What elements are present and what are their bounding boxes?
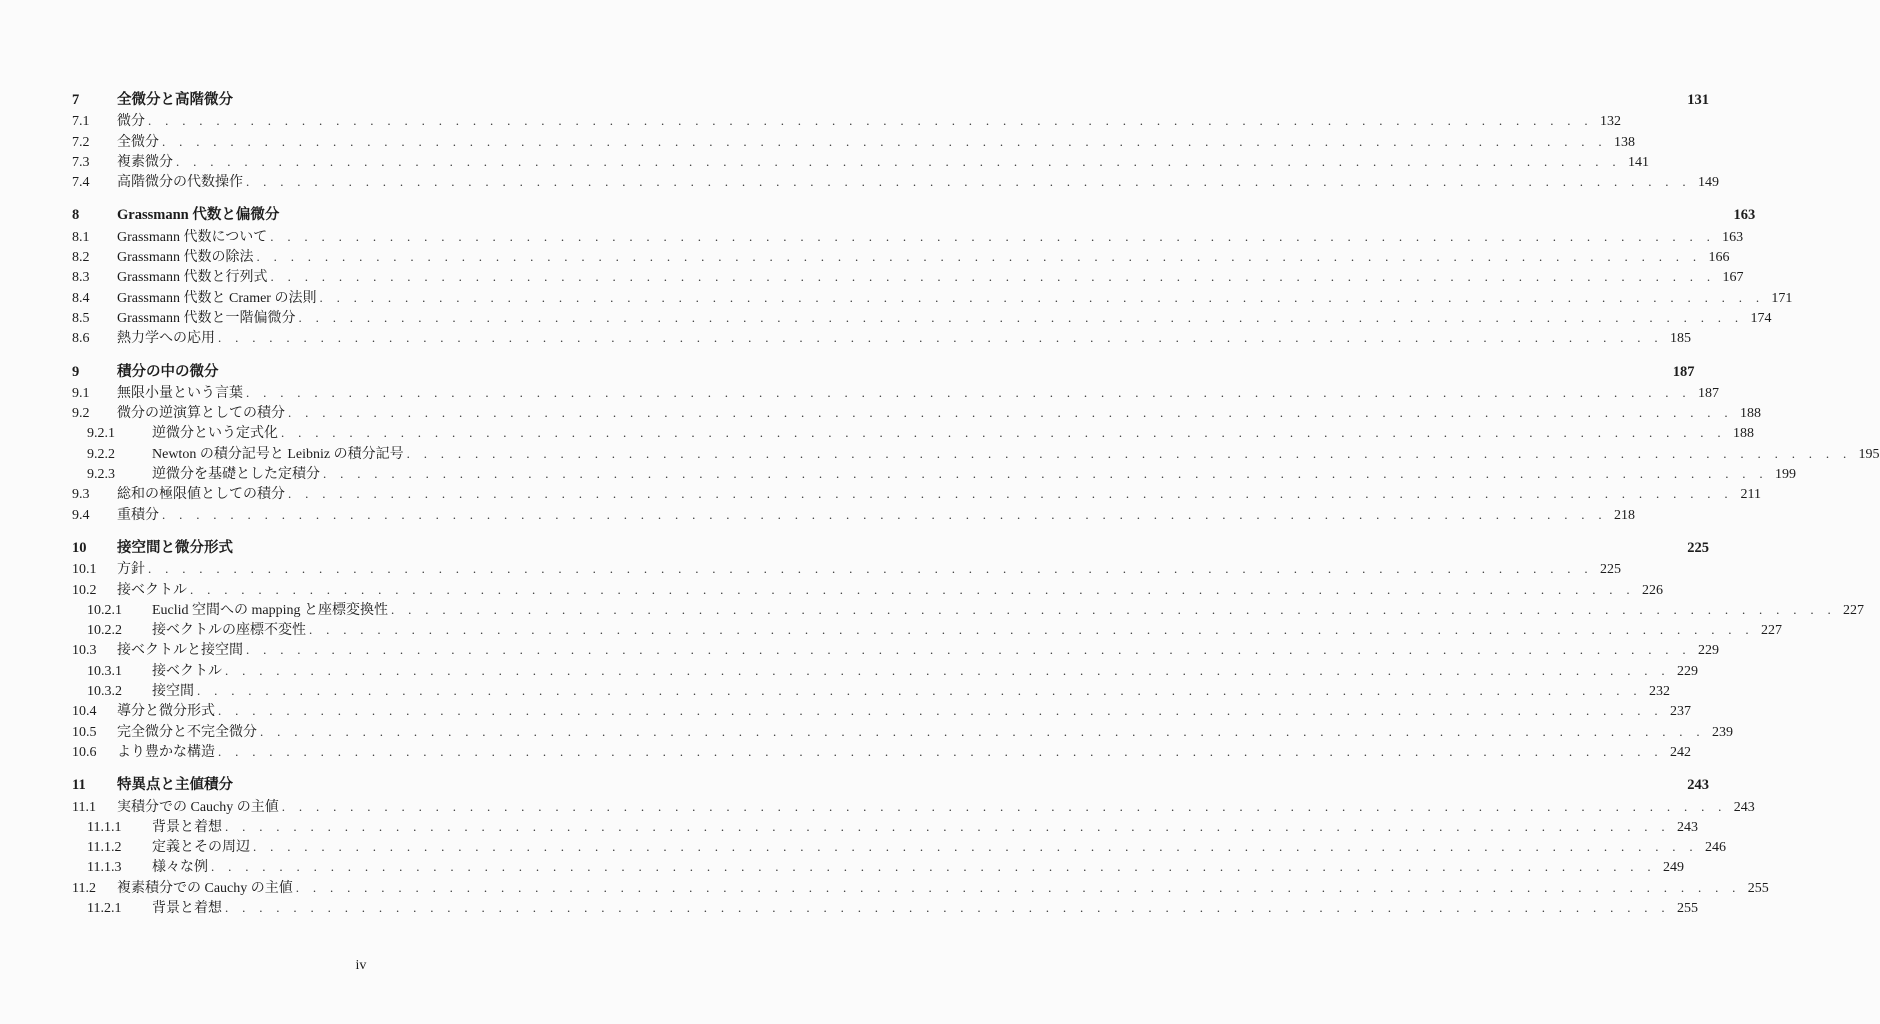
- entry-page: 141: [1627, 154, 1649, 170]
- entry-page: 199: [1774, 467, 1796, 483]
- entry-number: 7.2: [72, 134, 90, 150]
- dot-leader: . . . . . . . . . . . . . . . . . . . . . . . . . . . . . . . . . . . . . . . . . . . . . . . . . . . . . . . . . . . . . . . . . . . . . . . . . . . . . . . . . . . . .: [256, 249, 1702, 265]
- dot-leader: . . . . . . . . . . . . . . . . . . . . . . . . . . . . . . . . . . . . . . . . . . . . . . . . . . . . . . . . . . . . . . . . . . . . . . . . . . . . . . . . . . . . .: [281, 425, 1726, 441]
- entry-title: Euclid 空間への mapping と座標変換性: [152, 602, 389, 618]
- entry-page: 138: [1613, 134, 1635, 150]
- entry-title: 接空間: [152, 684, 194, 700]
- subsection-entry[interactable]: [72, 464, 1796, 484]
- subsection-entry[interactable]: [72, 661, 1698, 681]
- entry-number: 10.3.2: [87, 684, 122, 700]
- dot-leader: . . . . . . . . . . . . . . . . . . . . . . . . . . . . . . . . . . . . . . . . . . . . . . . . . . . . . . . . . . . . . . . . . . . . . . . . . . . . . . . . . . . . .: [288, 486, 1733, 502]
- dot-leader: . . . . . . . . . . . . . . . . . . . . . . . . . . . . . . . . . . . . . . . . . . . . . . . . . . . . . . . . . . . . . . . . . . . . . . . . . . . . . . . . . . . . .: [190, 581, 1635, 597]
- entry-number: 10.4: [72, 704, 97, 720]
- table-of-contents: [72, 90, 1880, 931]
- entry-page: 229: [1676, 663, 1698, 679]
- dot-leader: . . . . . . . . . . . . . . . . . . . . . . . . . . . . . . . . . . . . . . . . . . . . . . . . . . . . . . . . . . . . . . . . . . . . . . . . . . . . . . . . . . . . .: [391, 601, 1836, 617]
- entry-number: 8.2: [72, 250, 90, 266]
- subsection-entry[interactable]: [72, 444, 1880, 464]
- dot-leader: . . . . . . . . . . . . . . . . . . . . . . . . . . . . . . . . . . . . . . . . . . . . . . . . . . . . . . . . . . . . . . . . . . . . . . . . . . . . . . . . . . . . .: [176, 153, 1621, 169]
- section-entry[interactable]: [72, 580, 1663, 600]
- entry-page: 255: [1676, 900, 1698, 916]
- entry-title: Grassmann 代数と偏微分: [117, 207, 280, 224]
- entry-title: Grassmann 代数と Cramer の法則: [117, 290, 317, 306]
- entry-number: 9.2: [72, 406, 90, 422]
- entry-page: 131: [1687, 92, 1709, 108]
- section-entry[interactable]: [72, 701, 1691, 721]
- entry-title: 微分: [117, 114, 145, 130]
- chapter-block: [72, 362, 1880, 525]
- entry-page: 163: [1733, 207, 1756, 224]
- entry-number: 8.1: [72, 229, 90, 245]
- entry-title: Newton の積分記号と Leibniz の積分記号: [152, 446, 404, 462]
- chapter-heading[interactable]: [72, 775, 1709, 795]
- entry-title: 特異点と主値積分: [117, 777, 233, 794]
- entry-number: 10.2: [72, 582, 97, 598]
- entry-number: 9: [72, 363, 80, 380]
- dot-leader: . . . . . . . . . . . . . . . . . . . . . . . . . . . . . . . . . . . . . . . . . . . . . . . . . . . . . . . . . . . . . . . . . . . . . . . . . . . . . . . . . . . . .: [270, 269, 1716, 285]
- entry-title: 実積分での Cauchy の主値: [117, 799, 279, 815]
- dot-leader: . . . . . . . . . . . . . . . . . . . . . . . . . . . . . . . . . . . . . . . . . . . . . . . . . . . . . . . . . . . . . . . . . . . . . . . . . . . . . . . . . . . . .: [323, 466, 1768, 482]
- section-entry[interactable]: [72, 227, 1744, 247]
- entry-number: 8: [72, 207, 80, 224]
- entry-title: 全微分: [117, 134, 159, 150]
- entry-title: 接ベクトル: [152, 663, 222, 679]
- dot-leader: . . . . . . . . . . . . . . . . . . . . . . . . . . . . . . . . . . . . . . . . . . . . . . . . . . . . . . . . . . . . . . . . . . . . . . . . . . . . . . . . . . . . .: [295, 879, 1741, 895]
- dot-leader: . . . . . . . . . . . . . . . . . . . . . . . . . . . . . . . . . . . . . . . . . . . . . . . . . . . . . . . . . . . . . . . . . . . . . . . . . . . . . . . . . . . . .: [260, 723, 1705, 739]
- entry-title: 接ベクトル: [117, 582, 187, 598]
- entry-number: 10: [72, 539, 87, 556]
- entry-title: 複素積分での Cauchy の主値: [117, 880, 293, 896]
- entry-number: 11.1.2: [87, 840, 122, 856]
- entry-page: 132: [1599, 114, 1621, 130]
- entry-page: 188: [1739, 406, 1761, 422]
- entry-number: 10.3.1: [87, 663, 122, 679]
- entry-number: 8.6: [72, 331, 90, 347]
- entry-page: 246: [1704, 840, 1726, 856]
- dot-leader: . . . . . . . . . . . . . . . . . . . . . . . . . . . . . . . . . . . . . . . . . . . . . . . . . . . . . . . . . . . . . . . . . . . . . . . . . . . . . . . . . . . . .: [225, 899, 1670, 915]
- entry-number: 10.3: [72, 643, 97, 659]
- entry-title: 無限小量という言葉: [117, 385, 243, 401]
- dot-leader: . . . . . . . . . . . . . . . . . . . . . . . . . . . . . . . . . . . . . . . . . . . . . . . . . . . . . . . . . . . . . . . . . . . . . . . . . . . . . . . . . . . . .: [270, 228, 1716, 244]
- entry-page: 237: [1669, 704, 1691, 720]
- entry-page: 239: [1711, 724, 1733, 740]
- chapter-heading[interactable]: [72, 362, 1695, 382]
- entry-title: 熱力学への応用: [117, 331, 215, 347]
- entry-page: 255: [1747, 880, 1769, 896]
- entry-title: 背景と着想: [152, 819, 222, 835]
- entry-title: 総和の極限値としての積分: [117, 487, 285, 503]
- section-entry[interactable]: [72, 172, 1719, 192]
- section-entry[interactable]: [72, 328, 1691, 348]
- entry-page: 166: [1708, 250, 1730, 266]
- entry-page: 187: [1697, 385, 1719, 401]
- dot-leader: . . . . . . . . . . . . . . . . . . . . . . . . . . . . . . . . . . . . . . . . . . . . . . . . . . . . . . . . . . . . . . . . . . . . . . . . . . . . . . . . . . . . .: [246, 174, 1691, 190]
- dot-leader: . . . . . . . . . . . . . . . . . . . . . . . . . . . . . . . . . . . . . . . . . . . . . . . . . . . . . . . . . . . . . . . . . . . . . . . . . . . . . . . . . . . . .: [197, 683, 1642, 699]
- entry-title: Grassmann 代数と一階偏微分: [117, 310, 296, 326]
- entry-number: 7.3: [72, 154, 90, 170]
- entry-title: 背景と着想: [152, 900, 222, 916]
- entry-title: Grassmann 代数と行列式: [117, 270, 268, 286]
- entry-page: 249: [1662, 860, 1684, 876]
- section-entry[interactable]: [72, 111, 1621, 131]
- entry-number: 9.2.2: [87, 446, 115, 462]
- entry-title: 方針: [117, 562, 145, 578]
- section-entry[interactable]: [72, 308, 1772, 328]
- section-entry[interactable]: [72, 267, 1744, 287]
- entry-number: 11.1.1: [87, 819, 122, 835]
- dot-leader: . . . . . . . . . . . . . . . . . . . . . . . . . . . . . . . . . . . . . . . . . . . . . . . . . . . . . . . . . . . . . . . . . . . . . . . . . . . . . . . . . . . . .: [225, 818, 1670, 834]
- section-entry[interactable]: [72, 742, 1691, 762]
- dot-leader: . . . . . . . . . . . . . . . . . . . . . . . . . . . . . . . . . . . . . . . . . . . . . . . . . . . . . . . . . . . . . . . . . . . . . . . . . . . . . . . . . . . . .: [246, 384, 1691, 400]
- entry-number: 11.2: [72, 880, 96, 896]
- entry-number: 9.2.1: [87, 426, 115, 442]
- subsection-entry[interactable]: [72, 898, 1698, 918]
- dot-leader: . . . . . . . . . . . . . . . . . . . . . . . . . . . . . . . . . . . . . . . . . . . . . . . . . . . . . . . . . . . . . . . . . . . . . . . . . . . . . . . . . . . . .: [281, 798, 1727, 814]
- dot-leader: . . . . . . . . . . . . . . . . . . . . . . . . . . . . . . . . . . . . . . . . . . . . . . . . . . . . . . . . . . . . . . . . . . . . . . . . . . . . . . . . . . . . .: [211, 859, 1656, 875]
- subsection-entry[interactable]: [72, 600, 1864, 620]
- entry-number: 10.2.2: [87, 623, 122, 639]
- dot-leader: . . . . . . . . . . . . . . . . . . . . . . . . . . . . . . . . . . . . . . . . . . . . . . . . . . . . . . . . . . . . . . . . . . . . . . . . . . . . . . . . . . . . .: [218, 743, 1663, 759]
- section-entry[interactable]: [72, 722, 1733, 742]
- section-entry[interactable]: [72, 484, 1761, 504]
- entry-number: 11.1.3: [87, 860, 122, 876]
- section-entry[interactable]: [72, 132, 1635, 152]
- entry-number: 9.3: [72, 487, 90, 503]
- chapter-block: [72, 205, 1793, 348]
- subsection-entry[interactable]: [72, 620, 1782, 640]
- dot-leader: . . . . . . . . . . . . . . . . . . . . . . . . . . . . . . . . . . . . . . . . . . . . . . . . . . . . . . . . . . . . . . . . . . . . . . . . . . . . . . . . . . . . .: [148, 561, 1593, 577]
- entry-title: 微分の逆演算としての積分: [117, 406, 285, 422]
- subsection-entry[interactable]: [72, 817, 1698, 837]
- entry-title: Grassmann 代数について: [117, 229, 268, 245]
- entry-page: 242: [1669, 744, 1691, 760]
- entry-number: 8.4: [72, 290, 90, 306]
- chapter-block: [72, 90, 1719, 192]
- entry-number: 10.6: [72, 744, 97, 760]
- entry-number: 11.1: [72, 799, 96, 815]
- entry-page: 195: [1858, 446, 1880, 462]
- dot-leader: . . . . . . . . . . . . . . . . . . . . . . . . . . . . . . . . . . . . . . . . . . . . . . . . . . . . . . . . . . . . . . . . . . . . . . . . . . . . . . . . . . . . .: [218, 703, 1663, 719]
- dot-leader: . . . . . . . . . . . . . . . . . . . . . . . . . . . . . . . . . . . . . . . . . . . . . . . . . . . . . . . . . . . . . . . . . . . . . . . . . . . . . . . . . . . . .: [406, 445, 1852, 461]
- subsection-entry[interactable]: [72, 423, 1754, 443]
- entry-number: 11: [72, 777, 86, 794]
- entry-title: 接空間と微分形式: [117, 539, 233, 556]
- dot-leader: . . . . . . . . . . . . . . . . . . . . . . . . . . . . . . . . . . . . . . . . . . . . . . . . . . . . . . . . . . . . . . . . . . . . . . . . . . . . . . . . . . . . .: [309, 622, 1754, 638]
- entry-title: 重積分: [117, 507, 159, 523]
- entry-page: 149: [1697, 175, 1719, 191]
- section-entry[interactable]: [72, 797, 1755, 817]
- entry-title: Grassmann 代数の除法: [117, 250, 254, 266]
- dot-leader: . . . . . . . . . . . . . . . . . . . . . . . . . . . . . . . . . . . . . . . . . . . . . . . . . . . . . . . . . . . . . . . . . . . . . . . . . . . . . . . . . . . . .: [246, 642, 1691, 658]
- entry-title: 導分と微分形式: [117, 704, 215, 720]
- entry-title: 定義とその周辺: [152, 840, 250, 856]
- entry-title: より豊かな構造: [117, 744, 215, 760]
- entry-number: 9.4: [72, 507, 90, 523]
- entry-page: 211: [1740, 487, 1761, 503]
- section-entry[interactable]: [72, 640, 1719, 660]
- entry-page: 225: [1599, 562, 1621, 578]
- chapter-heading[interactable]: [72, 205, 1756, 225]
- entry-page: 167: [1722, 270, 1744, 286]
- section-entry[interactable]: [72, 288, 1793, 308]
- dot-leader: . . . . . . . . . . . . . . . . . . . . . . . . . . . . . . . . . . . . . . . . . . . . . . . . . . . . . . . . . . . . . . . . . . . . . . . . . . . . . . . . . . . . .: [225, 662, 1670, 678]
- entry-title: 高階微分の代数操作: [117, 175, 243, 191]
- dot-leader: . . . . . . . . . . . . . . . . . . . . . . . . . . . . . . . . . . . . . . . . . . . . . . . . . . . . . . . . . . . . . . . . . . . . . . . . . . . . . . . . . . . . .: [162, 133, 1607, 149]
- section-entry[interactable]: [72, 505, 1635, 525]
- entry-title: 逆微分という定式化: [152, 426, 278, 442]
- dot-leader: . . . . . . . . . . . . . . . . . . . . . . . . . . . . . . . . . . . . . . . . . . . . . . . . . . . . . . . . . . . . . . . . . . . . . . . . . . . . . . . . . . . . .: [253, 839, 1698, 855]
- section-entry[interactable]: [72, 878, 1769, 898]
- entry-number: 8.3: [72, 270, 90, 286]
- entry-number: 10.1: [72, 562, 97, 578]
- entry-title: 複素微分: [117, 154, 173, 170]
- chapter-heading[interactable]: [72, 90, 1709, 110]
- section-entry[interactable]: [72, 152, 1649, 172]
- entry-number: 11.2.1: [87, 900, 122, 916]
- entry-page: 229: [1697, 643, 1719, 659]
- entry-page: 171: [1771, 290, 1793, 306]
- entry-page: 232: [1648, 684, 1670, 700]
- entry-title: 逆微分を基礎とした定積分: [152, 467, 320, 483]
- entry-number: 9.1: [72, 385, 90, 401]
- entry-page: 226: [1641, 582, 1663, 598]
- entry-page: 243: [1687, 777, 1709, 794]
- dot-leader: . . . . . . . . . . . . . . . . . . . . . . . . . . . . . . . . . . . . . . . . . . . . . . . . . . . . . . . . . . . . . . . . . . . . . . . . . . . . . . . . . . . . .: [298, 309, 1744, 325]
- entry-page: 185: [1669, 331, 1691, 347]
- page-number: iv: [355, 958, 367, 973]
- entry-page: 187: [1672, 363, 1695, 380]
- dot-leader: . . . . . . . . . . . . . . . . . . . . . . . . . . . . . . . . . . . . . . . . . . . . . . . . . . . . . . . . . . . . . . . . . . . . . . . . . . . . . . . . . . . . .: [148, 113, 1593, 129]
- dot-leader: . . . . . . . . . . . . . . . . . . . . . . . . . . . . . . . . . . . . . . . . . . . . . . . . . . . . . . . . . . . . . . . . . . . . . . . . . . . . . . . . . . . . .: [288, 405, 1733, 421]
- entry-page: 227: [1843, 602, 1864, 618]
- chapter-block: [72, 538, 1864, 762]
- chapter-block: [72, 775, 1769, 918]
- section-entry[interactable]: [72, 403, 1761, 423]
- entry-title: 様々な例: [152, 860, 208, 876]
- section-entry[interactable]: [72, 559, 1621, 579]
- entry-page: 174: [1750, 310, 1772, 326]
- entry-page: 188: [1732, 426, 1754, 442]
- entry-title: 接ベクトルと接空間: [117, 643, 243, 659]
- entry-title: 全微分と高階微分: [117, 92, 233, 108]
- entry-page: 243: [1676, 819, 1698, 835]
- dot-leader: . . . . . . . . . . . . . . . . . . . . . . . . . . . . . . . . . . . . . . . . . . . . . . . . . . . . . . . . . . . . . . . . . . . . . . . . . . . . . . . . . . . . .: [218, 330, 1663, 346]
- dot-leader: . . . . . . . . . . . . . . . . . . . . . . . . . . . . . . . . . . . . . . . . . . . . . . . . . . . . . . . . . . . . . . . . . . . . . . . . . . . . . . . . . . . . .: [162, 506, 1607, 522]
- dot-leader: . . . . . . . . . . . . . . . . . . . . . . . . . . . . . . . . . . . . . . . . . . . . . . . . . . . . . . . . . . . . . . . . . . . . . . . . . . . . . . . . . . . . .: [319, 289, 1765, 305]
- entry-title: 完全微分と不完全微分: [117, 724, 257, 740]
- entry-title: 積分の中の微分: [117, 363, 219, 380]
- subsection-entry[interactable]: [72, 857, 1684, 877]
- entry-page: 163: [1722, 229, 1744, 245]
- entry-number: 7.1: [72, 114, 90, 130]
- entry-number: 10.2.1: [87, 602, 122, 618]
- entry-page: 218: [1613, 507, 1635, 523]
- entry-page: 225: [1687, 539, 1709, 556]
- subsection-entry[interactable]: [72, 837, 1726, 857]
- entry-number: 7: [72, 92, 80, 108]
- entry-title: 接ベクトルの座標不変性: [152, 623, 306, 639]
- chapter-heading[interactable]: [72, 538, 1709, 558]
- entry-page: 227: [1760, 623, 1782, 639]
- entry-number: 7.4: [72, 175, 90, 191]
- section-entry[interactable]: [72, 247, 1730, 267]
- entry-page: 243: [1733, 799, 1755, 815]
- entry-number: 10.5: [72, 724, 97, 740]
- subsection-entry[interactable]: [72, 681, 1670, 701]
- entry-number: 9.2.3: [87, 467, 115, 483]
- section-entry[interactable]: [72, 383, 1719, 403]
- entry-number: 8.5: [72, 310, 90, 326]
